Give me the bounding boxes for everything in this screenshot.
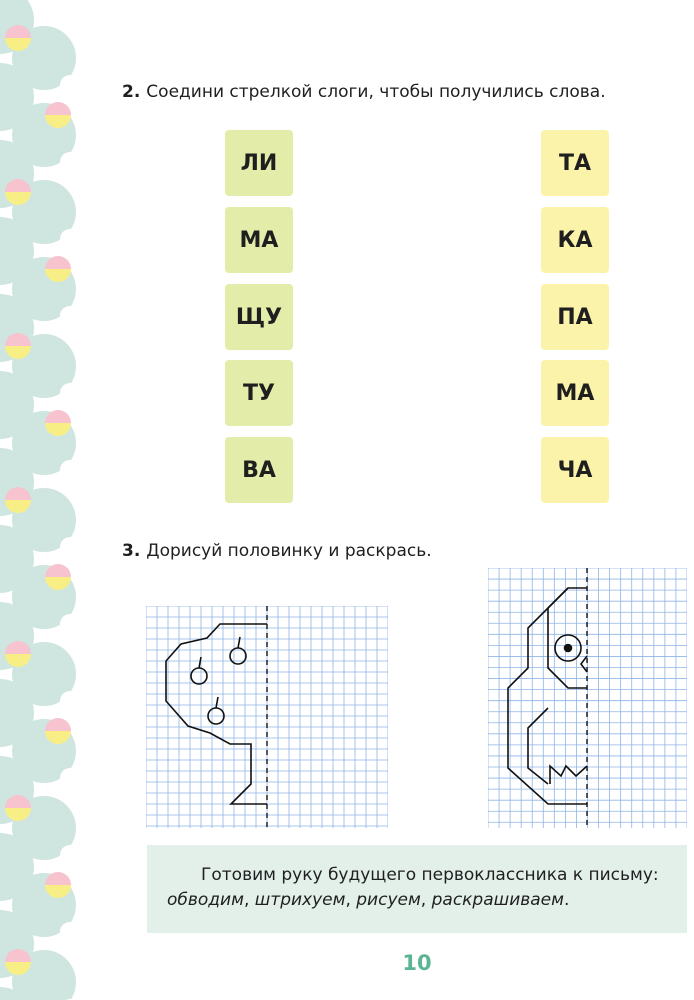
syllable-left[interactable]: ЛИ <box>225 130 293 196</box>
border-ornament <box>60 152 80 172</box>
border-ornament <box>60 922 80 942</box>
border-ornament <box>60 229 80 249</box>
syllable-left[interactable]: ВА <box>225 437 293 503</box>
syllable-left[interactable]: ЩУ <box>225 284 293 350</box>
task-2-text: Соедини стрелкой слоги, чтобы получились слова. <box>146 82 606 102</box>
task-3-text: Дорисуй половинку и раскрась. <box>146 541 432 561</box>
task-2-instruction <box>122 82 606 102</box>
syllable-right[interactable]: КА <box>541 207 609 273</box>
syllable-right[interactable]: ПА <box>541 284 609 350</box>
decorative-border <box>0 0 80 1000</box>
task-2-number: 2. <box>122 82 141 102</box>
syllable-right[interactable]: МА <box>541 360 609 426</box>
note-word: штрихуем <box>254 890 346 910</box>
border-ornament <box>60 0 80 18</box>
drawing-grid-owl[interactable] <box>488 568 687 828</box>
border-ornament <box>60 306 80 326</box>
syllable-right[interactable]: ЧА <box>541 437 609 503</box>
parent-note-text: Готовим руку будущего первоклассника к письму: обводим, штрихуем, рисуем, раскрашиваем. <box>167 865 659 910</box>
border-ornament <box>60 383 80 403</box>
syllable-left[interactable]: МА <box>225 207 293 273</box>
note-line-1: Готовим руку будущего первоклассника к письму: <box>201 865 659 885</box>
task-3-number: 3. <box>122 541 141 561</box>
task-3-instruction <box>122 541 432 561</box>
syllable-right[interactable]: ТА <box>541 130 609 196</box>
border-ornament <box>60 691 80 711</box>
border-ornament <box>60 75 80 95</box>
mouse-half-outline <box>166 624 267 804</box>
border-ornament <box>60 460 80 480</box>
note-word: рисуем <box>356 890 421 910</box>
note-word: раскрашиваем <box>431 890 564 910</box>
syllable-left[interactable]: ТУ <box>225 360 293 426</box>
parent-note <box>147 845 687 933</box>
page-number: 10 <box>402 951 432 975</box>
border-ornament <box>60 845 80 865</box>
owl-half-outline <box>508 588 587 804</box>
note-word: обводим <box>167 890 244 910</box>
drawing-grid-mouse[interactable] <box>146 606 388 828</box>
border-ornament <box>60 614 80 634</box>
border-ornament <box>60 537 80 557</box>
border-ornament <box>60 768 80 788</box>
